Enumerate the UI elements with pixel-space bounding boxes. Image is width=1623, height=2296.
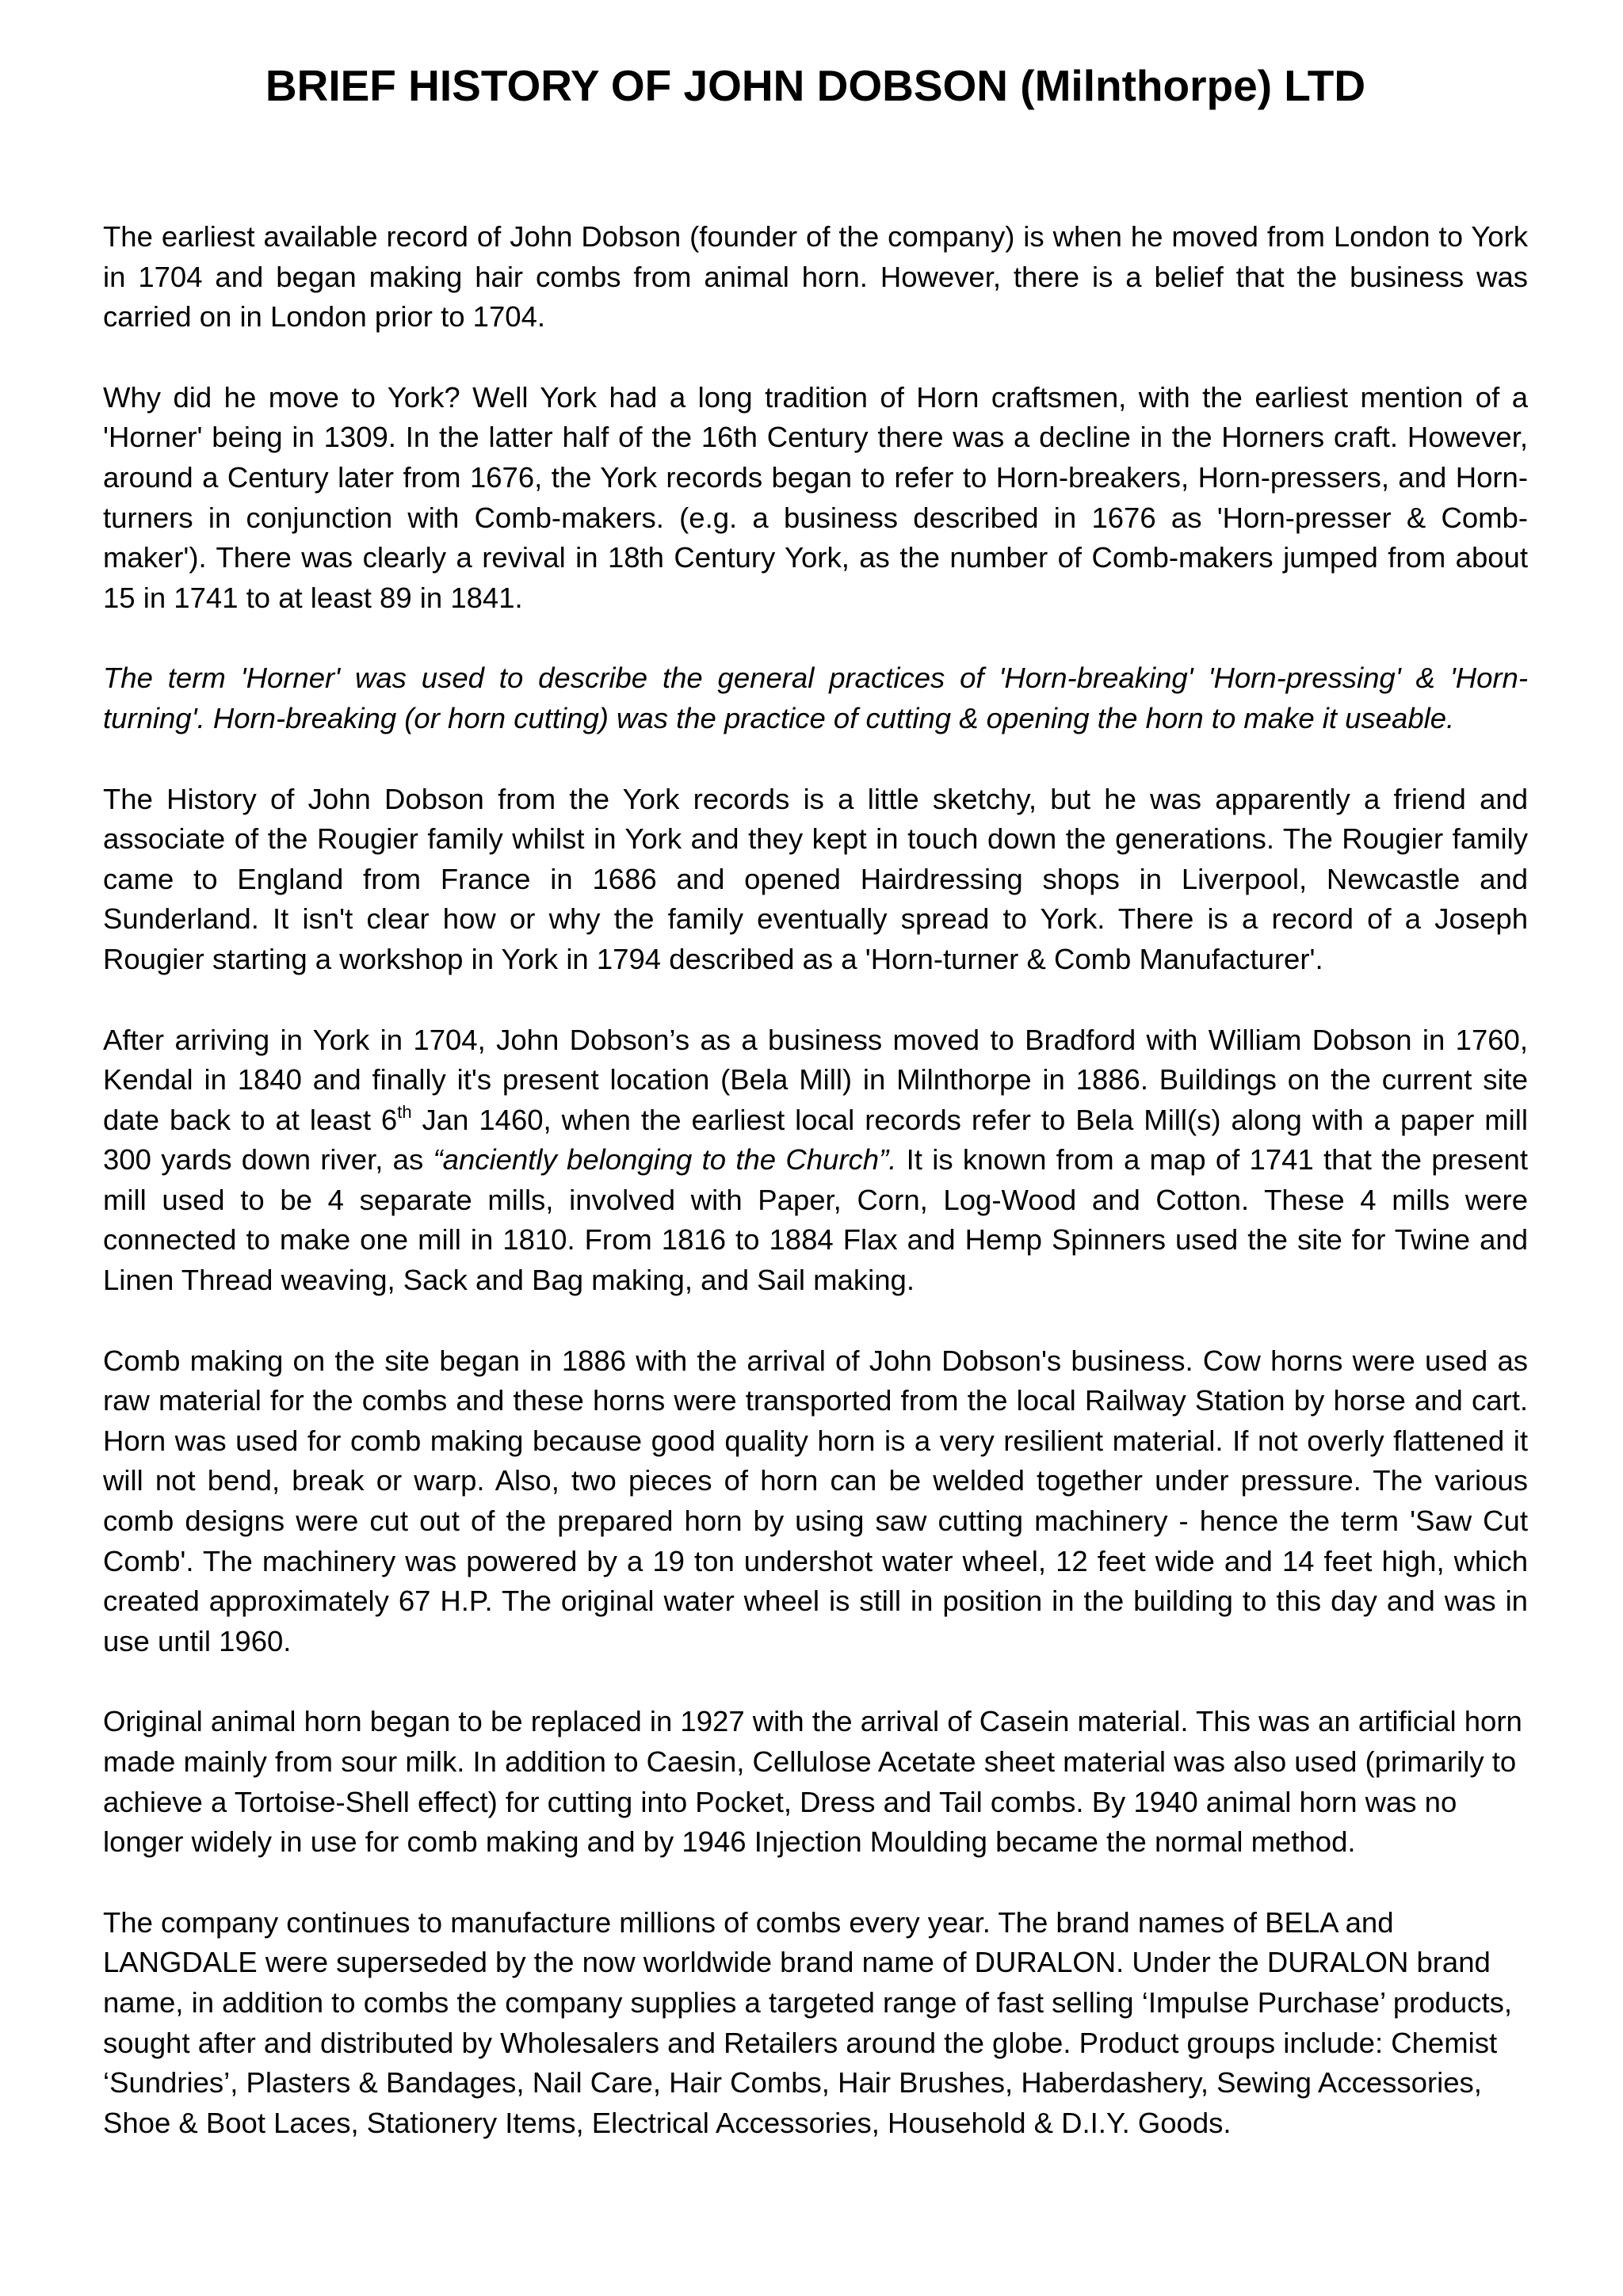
- paragraph-duralon-brand: The company continues to manufacture millions of combs every year. The brand names of BELA and LANGDALE were superseded by the now worldwide brand name of DURALON. Under the DURALON brand name, in addition to combs the company supplies a targeted range of fast selling ‘Impulse Purchase’ products, sought after and distributed by Wholesalers and Retailers around the globe. Product groups include: Chemist ‘Sundries’, Plasters & Bandages, Nail Care, Hair Combs, Hair Brushes, Haberdashery, Sewing Accessories, Shoe & Boot Laces, Stationery Items, Electrical Accessories, Household & D.I.Y. Goods.: [103, 1905, 1513, 2139]
- church-quote: “anciently belonging to the Church”.: [433, 1143, 897, 1177]
- paragraph-rougier-family: The History of John Dobson from the York records is a little sketchy, but he was apparently a friend and associate of the Rougier family whilst in York and they kept in touch down the generations. The Rougier family came to England from France in 1686 and opened Hairdressing shops in Liverpool, Newcastle and Sunderland. It isn't clear how or why the family eventually spread to York. There is a record of a Joseph Rougier starting a workshop in York in 1794 described as a 'Horn-turner & Comb Manufacturer'.: [103, 782, 1528, 975]
- page-title: BRIEF HISTORY OF JOHN DOBSON (Milnthorpe) LTD: [265, 61, 1366, 110]
- ordinal-suffix: th: [397, 1101, 412, 1122]
- paragraph-move-to-york: Why did he move to York? Well York had a long tradition of Horn craftsmen, with the earliest mention of a 'Horner' being in 1309. In the latter half of the 16th Century there was a decline in the Horners craft. However, around a Century later from 1676, the York records began to refer to Horn-breakers, Horn-pressers, and Horn-turners in conjunction with Comb-makers. (e.g. a business described in 1676 as 'Horn-presser & Comb-maker'). There was clearly a revival in 18th Century York, as the number of Comb-makers jumped from about 15 in 1741 to at least 89 in 1841.: [103, 380, 1528, 614]
- paragraph-horner-definition: The term 'Horner' was used to describe the general practices of 'Horn-breaking' 'Horn-pressing' & 'Horn-turning'. Horn-breaking (or horn cutting) was the practice of cutting & opening the horn to make it useable.: [103, 662, 1528, 734]
- bela-mill-text-3: It is known from a map of 1741 that the present mill used to be 4 separate mills, involved with Paper, Corn, Log-Wood and Cotton. These 4 mills were connected to make one mill in 1810. From 1816 to 1884 Flax and Hemp Spinners used the site for Twine and Linen Thread weaving, Sack and Bag making, and Sail making.: [103, 1143, 1528, 1297]
- bela-mill-text-2: Jan 1460, when the earliest local records refer to Bela Mill(s) along with a paper mill 300 yards down river, as: [103, 1103, 1528, 1177]
- paragraph-casein-material: Original animal horn began to be replaced in 1927 with the arrival of Casein material. This was an artificial horn made mainly from sour milk. In addition to Caesin, Cellulose Acetate sheet material was also used (primarily to achieve a Tortoise-Shell effect) for cutting into Pocket, Dress and Tail combs. By 1940 animal horn was no longer widely in use for comb making and by 1946 Injection Moulding became the normal method.: [103, 1705, 1522, 1859]
- paragraph-bela-mill-history: [103, 1020, 1528, 1301]
- bela-mill-text-1: After arriving in York in 1704, John Dobson’s as a business moved to Bradford with William Dobson in 1760, Kendal in 1840 and finally it's present location (Bela Mill) in Milnthorpe in 1886. Buildings on the current site date back to at least 6: [103, 1023, 1528, 1136]
- paragraph-earliest-record: The earliest available record of John Dobson (founder of the company) is when he moved from London to York in 1704 and began making hair combs from animal horn. However, there is a belief that the business was carried on in London prior to 1704.: [103, 220, 1528, 334]
- paragraph-comb-making: Comb making on the site began in 1886 with the arrival of John Dobson's business. Cow horns were used as raw material for the combs and these horns were transported from the local Railway Station by horse and cart. Horn was used for comb making because good quality horn is a very resilient material. If not overly flattened it will not bend, break or warp. Also, two pieces of horn can be welded together under pressure. The various comb designs were cut out of the prepared horn by using saw cutting machinery - hence the term 'Saw Cut Comb'. The machinery was powered by a 19 ton undershot water wheel, 12 feet wide and 14 feet high, which created approximately 67 H.P. The original water wheel is still in position in the building to this day and was in use until 1960.: [103, 1344, 1528, 1657]
